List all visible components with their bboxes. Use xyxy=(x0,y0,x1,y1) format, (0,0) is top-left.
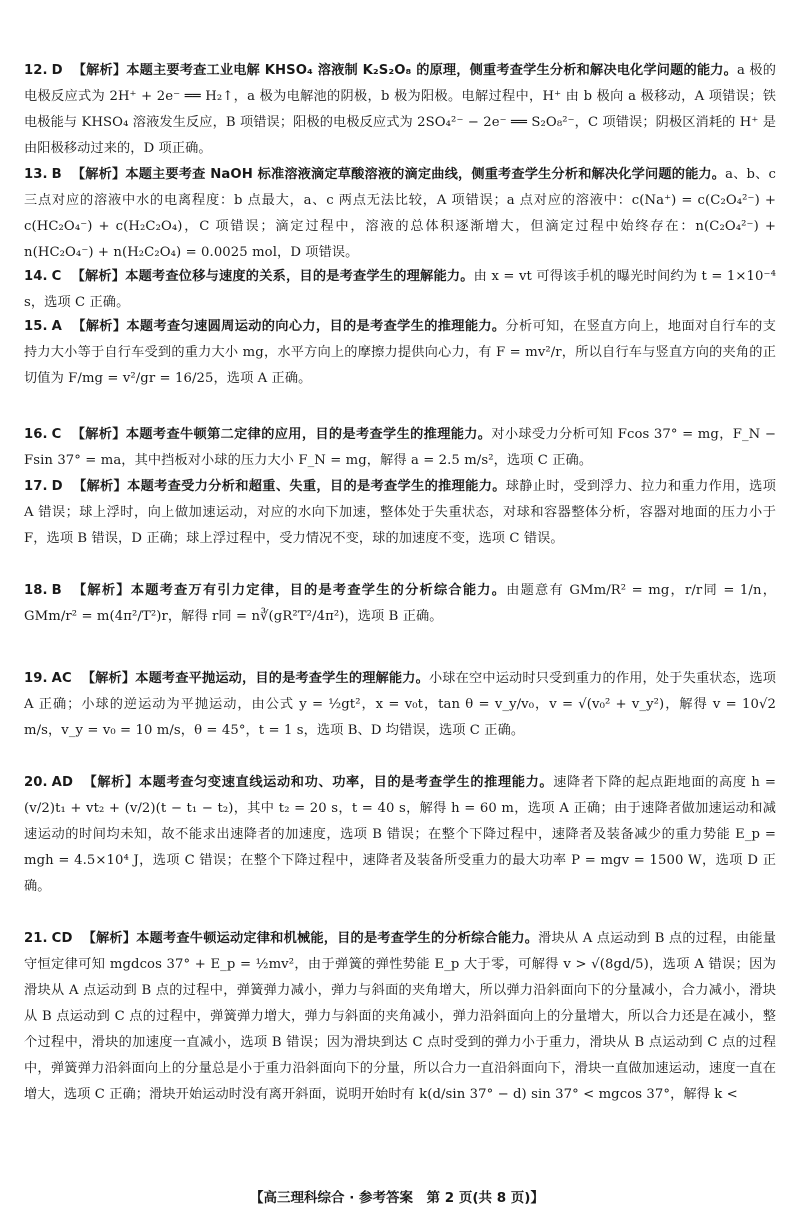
answer-item-18 xyxy=(24,578,776,630)
answer-choice: B xyxy=(51,167,62,182)
answer-choice: D xyxy=(51,479,63,494)
analysis-body: 由 x = vt 可得该手机的曝光时间约为 t = 1×10⁻⁴ s，选项 C 正确。 xyxy=(24,269,776,310)
analysis-lead: 本题主要考查 NaOH 标准溶液滴定草酸溶液的滴定曲线，侧重考查学生分析和解决化学问题的能力。 xyxy=(125,167,726,182)
question-number: 19. xyxy=(24,671,48,686)
analysis-tag: 【解析】 xyxy=(71,269,126,284)
answer-item-19 xyxy=(24,666,776,744)
analysis-tag: 【解析】 xyxy=(81,671,136,686)
analysis-tag: 【解析】 xyxy=(83,775,139,790)
answer-item-20 xyxy=(24,770,776,900)
question-number: 18. xyxy=(24,583,48,598)
answer-item-14 xyxy=(24,264,776,316)
analysis-tag: 【解析】 xyxy=(71,583,131,598)
analysis-body: 对小球受力分析可知 Fcos 37° = mg，F_N − Fsin 37° = ma，其中挡板对小球的压力大小 F_N = mg，解得 a = 2.5 m/s²，选项 C 正确。 xyxy=(24,427,777,468)
answer-item-17 xyxy=(24,474,776,552)
analysis-lead: 本题考查匀速圆周运动的向心力，目的是考查学生的推理能力。 xyxy=(126,319,506,334)
page-footer: 【高三理科综合 · 参考答案 第 2 页(共 8 页)】 xyxy=(250,1190,544,1206)
question-number: 17. xyxy=(24,479,48,494)
analysis-lead: 本题考查牛顿运动定律和机械能，目的是考查学生的分析综合能力。 xyxy=(136,931,539,946)
answer-item-21 xyxy=(24,926,776,1108)
answer-item-12 xyxy=(24,58,776,162)
question-number: 12. xyxy=(24,63,48,78)
analysis-body: 由题意有 GMm/R² = mg，r/r同 = 1/n，GMm/r² = m(4π²/T²)r，解得 r同 = n∛(gR²T²/4π²)，选项 B 正确。 xyxy=(24,583,776,624)
analysis-tag: 【解析】 xyxy=(72,63,127,78)
analysis-body: a 极的电极反应式为 2H⁺ + 2e⁻ ══ H₂↑，a 极为电解池的阴极，b 极为阳极。电解过程中，H⁺ 由 b 极向 a 极移动，A 项错误；铁电极能与 KHSO₄ 溶液发生反应，B 项错误；阳极的电极反应式为 2SO₄²⁻ − 2e⁻ ══ S₂O₈²⁻，C 项错误；阴极区消耗的 H⁺ 是由阳极移动过来的，D 项正确。 xyxy=(24,63,776,156)
analysis-lead: 本题考查万有引力定律，目的是考查学生的分析综合能力。 xyxy=(130,583,507,598)
analysis-lead: 本题主要考查工业电解 KHSO₄ 溶液制 K₂S₂O₈ 的原理，侧重考查学生分析和解决电化学问题的能力。 xyxy=(126,63,737,78)
analysis-tag: 【解析】 xyxy=(82,931,137,946)
analysis-tag: 【解析】 xyxy=(71,427,126,442)
answer-choice: B xyxy=(51,583,62,598)
analysis-tag: 【解析】 xyxy=(71,319,127,334)
analysis-lead: 本题考查平抛运动，目的是考查学生的理解能力。 xyxy=(135,671,429,686)
answer-choice: CD xyxy=(51,931,73,946)
analysis-body: 速降者下降的起点距地面的高度 h = (v/2)t₁ + vt₂ + (v/2)(t − t₁ − t₂)，其中 t₂ = 20 s，t = 40 s，解得 h = 60 m，选项 A 正确；由于速降者做加速运动和减速运动的时间均未知，故不能求出速降者的加速度，选项 B 错误；在整个下降过程中，速降者及装备减少的重力势能 E_p = mgh = 4.5×10⁴ J，选项 C 错误；在整个下降过程中，速降者及装备所受重力的最大功率 P = mgv = 1500 W，选项 D 正确。 xyxy=(24,775,776,894)
question-number: 20. xyxy=(24,775,48,790)
answer-choice: AD xyxy=(51,775,74,790)
analysis-body: 滑块从 A 点运动到 B 点的过程，由能量守恒定律可知 mgdcos 37° + E_p = ½mv²，由于弹簧的弹性势能 E_p 大于零，可解得 v > √(8gd/5)，选项 A 错误；因为滑块从 A 点运动到 B 点的过程中，弹簧弹力减小，弹力与斜面的夹角增大，所以弹力沿斜面向下的分量减小，合力减小，滑块从 B 点运动到 C 点的过程中，弹簧弹力增大，弹力与斜面的夹角减小，弹力沿斜面向上的分量增大，所以合力还是在减小，整个过程中，滑块的加速度一直减小，选项 B 错误；因为滑块到达 C 点时受到的弹力小于重力，滑块从 B 点运动到 C 点的过程中，弹簧弹力沿斜面向上的分量总是小于重力沿斜面向下的分量，所以合力一直沿斜面向下，滑块一直做加速运动，速度一直在增大，选项 C 正确；滑块开始运动时没有离开斜面，说明开始时有 k(d/sin 37° − d) sin 37° < mgcos 37°，解得 k < xyxy=(24,931,776,1102)
analysis-lead: 本题考查位移与速度的关系，目的是考查学生的理解能力。 xyxy=(125,269,474,284)
answer-choice: AC xyxy=(51,671,72,686)
answer-choice: D xyxy=(51,63,63,78)
question-number: 16. xyxy=(24,427,48,442)
answer-item-15 xyxy=(24,314,776,392)
answer-choice: C xyxy=(51,269,62,284)
answer-choice: A xyxy=(51,319,62,334)
analysis-lead: 本题考查牛顿第二定律的应用，目的是考查学生的推理能力。 xyxy=(125,427,492,442)
analysis-tag: 【解析】 xyxy=(72,479,128,494)
analysis-body: 分析可知，在竖直方向上，地面对自行车的支持力大小等于自行车受到的重力大小 mg，水平方向上的摩擦力提供向心力，有 F = mv²/r，所以自行车与竖直方向的夹角的正切值为 F/mg = v²/gr = 16/25，选项 A 正确。 xyxy=(24,319,776,386)
analysis-body: a、b、c 三点对应的溶液中水的电离程度：b 点最大，a、c 两点无法比较，A 项错误；a 点对应的溶液中：c(Na⁺) = c(C₂O₄²⁻) + c(HC₂O₄⁻) + c(H₂C₂O₄)，C 项错误；滴定过程中，溶液的总体积逐渐增大，但滴定过程中始终存在：n(C₂O₄²⁻) + n(HC₂O₄⁻) + n(H₂C₂O₄) = 0.0025 mol，D 项错误。 xyxy=(24,167,777,260)
analysis-tag: 【解析】 xyxy=(71,167,126,182)
analysis-lead: 本题考查受力分析和超重、失重，目的是考查学生的推理能力。 xyxy=(127,479,506,494)
answer-item-13 xyxy=(24,162,776,266)
question-number: 13. xyxy=(24,167,48,182)
question-number: 15. xyxy=(24,319,48,334)
analysis-lead: 本题考查匀变速直线运动和功、功率，目的是考查学生的推理能力。 xyxy=(138,775,554,790)
question-number: 14. xyxy=(24,269,48,284)
answer-item-16 xyxy=(24,422,776,474)
analysis-body: 小球在空中运动时只受到重力的作用，处于失重状态，选项 A 正确；小球的逆运动为平抛运动，由公式 y = ½gt²，x = v₀t，tan θ = v_y/v₀，v = √(v₀² + v_y²)，解得 v = 10√2 m/s，v_y = v₀ = 10 m/s，θ = 45°，t = 1 s，选项 B、D 均错误，选项 C 正确。 xyxy=(24,671,776,738)
question-number: 21. xyxy=(24,931,48,946)
answer-choice: C xyxy=(51,427,62,442)
analysis-body: 球静止时，受到浮力、拉力和重力作用，选项 A 错误；球上浮时，向上做加速运动，对应的水向下加速，整体处于失重状态，对球和容器整体分析，容器对地面的压力小于 F，选项 B 错误，D 正确；球上浮过程中，受力情况不变，球的加速度不变，选项 C 错误。 xyxy=(24,479,776,546)
